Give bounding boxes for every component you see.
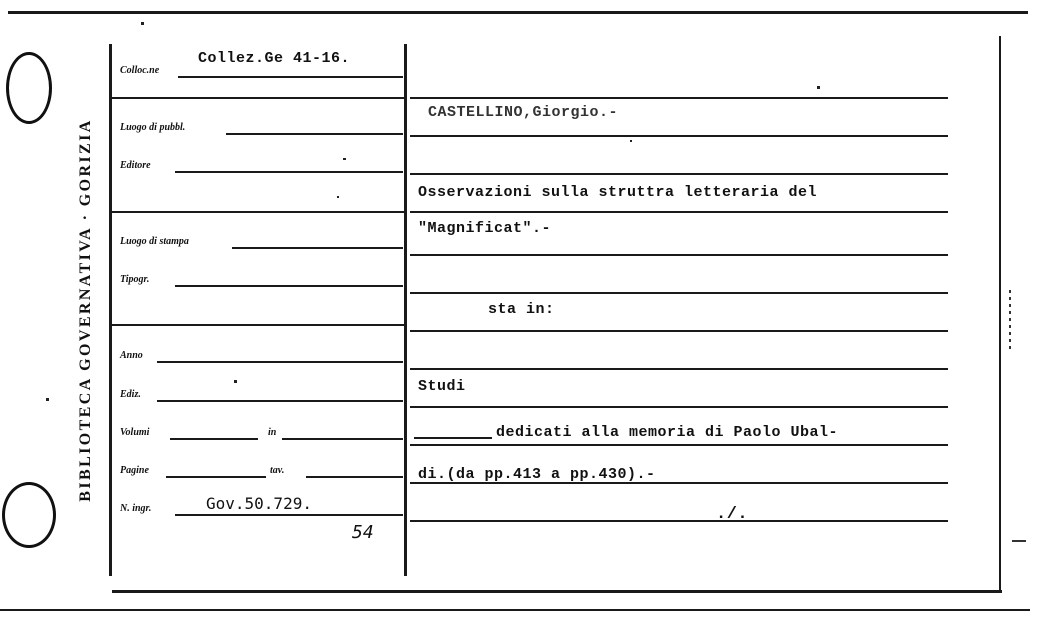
source-line-3: di.(da pp.413 a pp.430).- <box>418 466 656 483</box>
label-edizione: Ediz. <box>120 389 141 400</box>
handwritten-note: 54 <box>352 522 374 543</box>
scan-speck <box>817 86 820 89</box>
scan-speck <box>46 398 49 401</box>
scan-speck <box>337 196 339 198</box>
field-line <box>175 171 403 173</box>
label-pagine: Pagine <box>120 465 149 476</box>
ruled-line <box>410 444 948 446</box>
label-tav: tav. <box>270 465 285 476</box>
label-luogo-pubbl: Luogo di pubbl. <box>120 122 186 133</box>
label-editore: Editore <box>120 160 151 171</box>
label-volumi-in: in <box>268 427 277 438</box>
ruled-line <box>410 211 948 213</box>
ruled-line <box>410 254 948 256</box>
field-line <box>178 76 403 78</box>
field-line <box>306 476 403 478</box>
field-line <box>166 476 266 478</box>
ruled-line <box>410 520 948 522</box>
field-line <box>157 361 403 363</box>
label-tipografia: Tipogr. <box>120 274 150 285</box>
label-collocazione: Colloc.ne <box>120 65 160 76</box>
card-bottom-border <box>112 590 1002 593</box>
scan-speck <box>234 380 237 383</box>
source-line-1: Studi <box>418 378 466 395</box>
library-stamp: BIBLIOTECA GOVERNATIVA · GORIZIA <box>77 118 94 502</box>
author-name: CASTELLINO,Giorgio.- <box>428 104 619 121</box>
label-luogo-stampa: Luogo di stampa <box>120 236 189 247</box>
scan-speck <box>630 140 632 142</box>
field-line <box>157 400 403 402</box>
value-n-ingr: Gov.50.729. <box>206 494 312 513</box>
field-line <box>232 247 403 249</box>
ruled-line <box>410 406 948 408</box>
label-volumi: Volumi <box>120 427 150 438</box>
field-line <box>175 514 403 516</box>
ruled-line <box>410 135 948 137</box>
sta-in-label: sta in: <box>488 301 555 318</box>
divider-line <box>112 324 404 326</box>
title-line-2: "Magnificat".- <box>418 220 552 237</box>
source-line-2: dedicati alla memoria di Paolo Ubal- <box>496 424 839 441</box>
field-line <box>175 285 403 287</box>
center-divider <box>404 44 407 576</box>
source-underline <box>414 437 492 439</box>
left-column-border <box>109 44 112 576</box>
scan-speck <box>141 22 144 25</box>
ruled-line <box>410 368 948 370</box>
ruled-line <box>410 330 948 332</box>
label-n-ingr: N. ingr. <box>120 503 152 514</box>
ruled-line <box>410 173 948 175</box>
bottom-border <box>0 609 1030 611</box>
divider-line <box>112 211 404 213</box>
punch-hole-top <box>6 52 52 124</box>
scan-speck <box>1009 290 1011 350</box>
label-anno: Anno <box>120 350 143 361</box>
field-line <box>226 133 403 135</box>
value-collocazione: Collez.Ge 41-16. <box>198 50 351 67</box>
scan-speck <box>1012 540 1026 542</box>
field-line <box>282 438 403 440</box>
title-line-1: Osservazioni sulla struttra letteraria del <box>418 184 818 201</box>
divider-line <box>112 97 404 99</box>
end-mark: ./. <box>716 505 749 524</box>
card-right-border <box>999 36 1001 592</box>
scan-speck <box>343 158 346 160</box>
ruled-line <box>410 97 948 99</box>
top-border <box>8 11 1028 14</box>
punch-hole-bottom <box>2 482 56 548</box>
ruled-line <box>410 292 948 294</box>
field-line <box>170 438 258 440</box>
